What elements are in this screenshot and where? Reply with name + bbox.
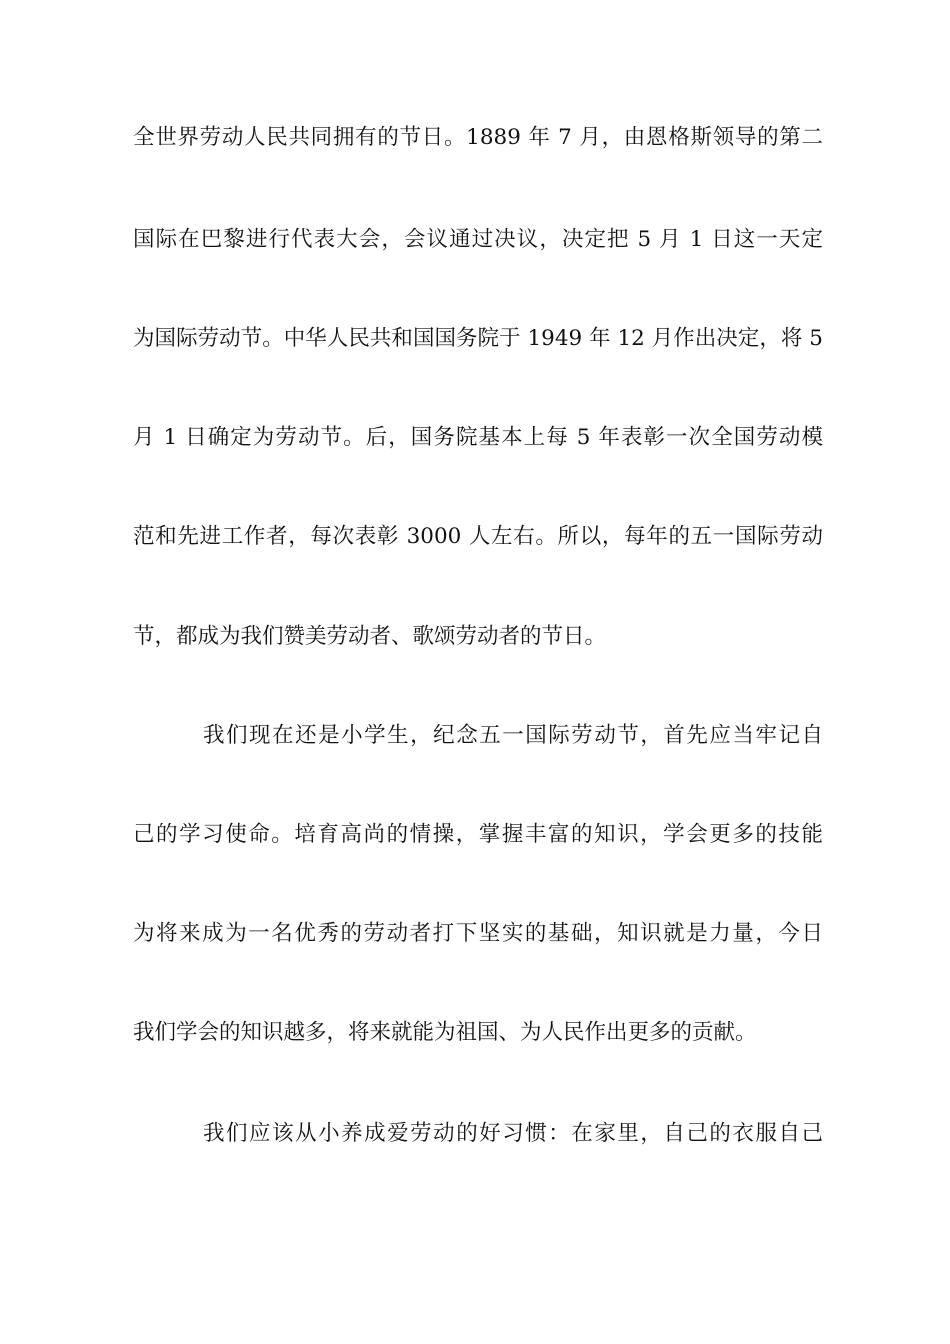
- paragraph-line: 己的学习使命。培育高尚的情操，掌握丰富的知识，学会更多的技能: [133, 822, 823, 847]
- paragraph-line: 我们学会的知识越多，将来就能为祖国、为人民作出更多的贡献。: [133, 1020, 757, 1045]
- paragraph-line: 为国际劳动节。中华人民共和国国务院于 1949 年 12 月作出决定，将 5: [133, 326, 823, 351]
- paragraph-line: 范和先进工作者，每次表彰 3000 人左右。所以，每年的五一国际劳动: [133, 524, 823, 549]
- paragraph-line: 为将来成为一名优秀的劳动者打下坚实的基础，知识就是力量，今日: [133, 921, 823, 946]
- paragraph-line: 月 1 日确定为劳动节。后，国务院基本上每 5 年表彰一次全国劳动模: [133, 425, 823, 450]
- paragraph-line: 我们应该从小养成爱劳动的好习惯：在家里，自己的衣服自己: [203, 1121, 823, 1146]
- paragraph-line: 节，都成为我们赞美劳动者、歌颂劳动者的节日。: [133, 624, 607, 649]
- paragraph-line: 全世界劳动人民共同拥有的节日。1889 年 7 月，由恩格斯领导的第二: [133, 125, 823, 150]
- paragraph-line: 我们现在还是小学生，纪念五一国际劳动节，首先应当牢记自: [203, 723, 823, 748]
- paragraph-line: 国际在巴黎进行代表大会，会议通过决议，决定把 5 月 1 日这一天定: [133, 227, 823, 252]
